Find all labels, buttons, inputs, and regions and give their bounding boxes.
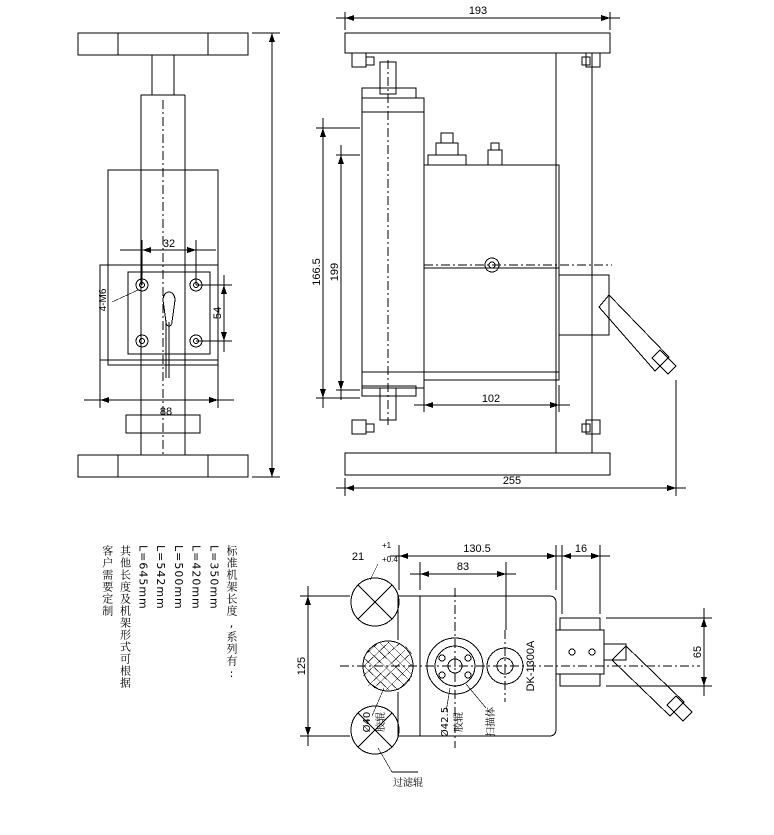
dim-label-193: 193 <box>468 5 488 17</box>
dim-label-16: 16 <box>574 543 588 555</box>
dim-label-d40: Ø40 <box>362 711 373 733</box>
note-line-3: L=420mm <box>189 545 203 610</box>
note-line-4: L=500mm <box>171 545 185 610</box>
note-line-2: L=350mm <box>207 545 221 610</box>
side-view-geometry <box>345 33 676 475</box>
dim-label-255: 255 <box>502 475 522 487</box>
dim-label-21: 21 <box>351 551 365 563</box>
top-view-geometry <box>340 578 700 754</box>
dim-label-1305: 130.5 <box>463 543 491 555</box>
dim-label-d4215: Ø42.5 <box>440 706 451 738</box>
dim-label-199: 199 <box>329 262 341 282</box>
front-dim-88 <box>84 360 234 408</box>
dim-label-32: 32 <box>162 238 176 250</box>
dim-label-125: 125 <box>296 656 308 676</box>
dim-label-83: 83 <box>456 561 470 573</box>
note-line-1: 标准机架长度,系列有: <box>225 545 238 681</box>
dim-label-tol-minus: +0.4 <box>382 555 398 564</box>
note-line-8: 客户需要定制 <box>100 545 114 617</box>
front-callout-4m6 <box>112 290 138 302</box>
model-label: DK-1300A <box>525 640 537 692</box>
dim-label-88: 88 <box>159 406 173 418</box>
top-callout-leaders <box>372 684 486 772</box>
note-line-5: L=542mm <box>154 545 167 610</box>
dim-label-65: 65 <box>692 645 704 659</box>
note-line-7: 其他长度及机架形式可根据 <box>118 545 132 689</box>
note-line-6: L=645mm <box>136 545 150 610</box>
top-dim-16 <box>552 545 610 614</box>
callout-scan-body: 扫描体 <box>486 707 497 737</box>
dim-label-54: 54 <box>212 306 224 320</box>
callout-filter-roller: 过滤辊 <box>393 778 423 789</box>
notes-block <box>88 545 238 795</box>
front-dim-overall-height <box>252 33 280 477</box>
dim-label-1665: 166.5 <box>311 258 323 286</box>
callout-rubber-roller-2: 胶辊 <box>454 712 465 732</box>
dim-label-102: 102 <box>481 393 501 405</box>
dim-label-tol-plus: +1 <box>382 541 392 550</box>
dim-label-4m6: 4-M6 <box>98 288 109 312</box>
callout-rubber-roller: 胶辊 <box>376 712 387 732</box>
